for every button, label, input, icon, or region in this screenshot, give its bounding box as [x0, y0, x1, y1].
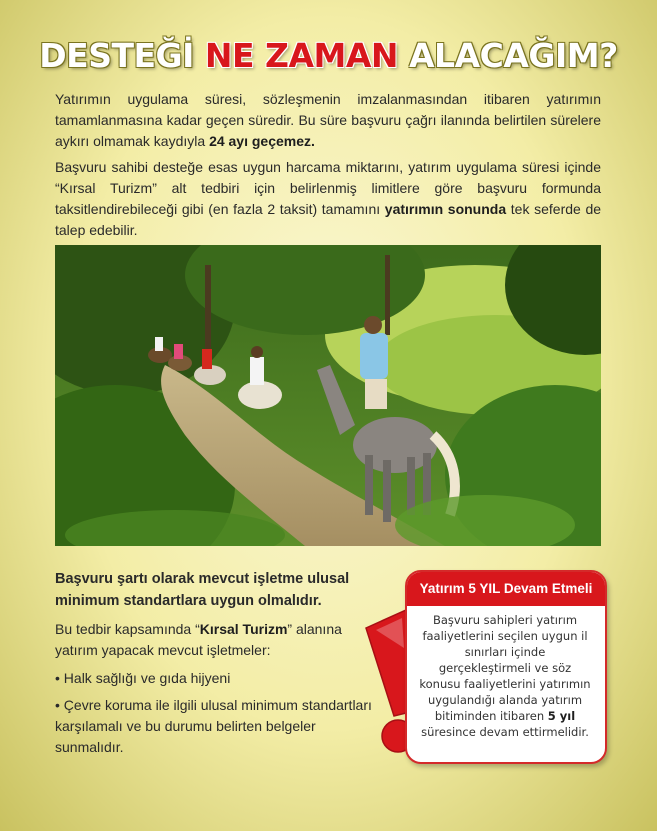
requirements-intro-pre: Bu tedbir kapsamında “ [55, 621, 200, 637]
requirement-bullet: • Halk sağlığı ve gıda hijyeni [55, 670, 231, 686]
page-title [0, 36, 657, 75]
title-part3: ALACAĞIM? [409, 36, 618, 75]
paragraph-payment-tail: tek seferde de talep edebilir. [55, 201, 602, 238]
requirement-bullet: • Çevre koruma ile ilgili ulusal minimum standartları karşılamalı ve bu durumu belirten belgeler sunmalıdır. [55, 697, 372, 755]
paragraph-payment-bold: yatırımın sonunda [384, 201, 507, 217]
paragraph-payment-text: Başvuru sahibi desteğe esas uygun harcama miktarını, yatırım uygulama süresi içinde “Kırsal Turizm” alt tedbiri için belirlenmiş limitlere göre başvuru formunda taksitlendirebileceği gibi (en fazla 2 taksit) tamamını [55, 159, 601, 217]
callout-body-text: Başvuru sahipleri yatırım faaliyetlerini seçilen uygun il sınırları içinde gerçekleştirmeli ve söz konusu faaliyetlerini yatırımın uygulandığı alanda yatırım bitiminden itibaren [419, 613, 591, 723]
requirements-section [55, 568, 373, 764]
requirements-heading: Başvuru şartı olarak mevcut işletme ulusal minimum standartlara uygun olmalıdır. [55, 571, 350, 609]
paragraph-duration [55, 89, 601, 152]
requirements-intro [55, 619, 373, 661]
title-highlight: NE ZAMAN [204, 36, 399, 75]
horseback-riding-photo [55, 245, 601, 546]
requirements-intro-post: ” alanına yatırım yapacak mevcut işletmeler: [55, 621, 342, 658]
callout-body-bold: 5 yıl [547, 709, 576, 723]
callout-body [417, 612, 593, 740]
paragraph-duration-text: Yatırımın uygulama süresi, sözleşmenin imzalanmasından itibaren yatırımın tamamlanmasına kadar geçen süredir. Bu süre başvuru çağrı ilanında belirtilen sürelere aykırı olmamak kaydıyla [55, 91, 601, 149]
title-part1: DESTEĞİ [39, 36, 194, 75]
warning-callout [405, 570, 607, 764]
callout-body-tail: süresince devam ettirmelidir. [421, 725, 589, 739]
paragraph-duration-bold: 24 ayı geçemez. [209, 133, 315, 149]
callout-header: Yatırım 5 YIL Devam Etmeli [407, 572, 605, 606]
requirements-intro-bold: Kırsal Turizm [199, 621, 288, 637]
paragraph-payment [55, 157, 601, 241]
